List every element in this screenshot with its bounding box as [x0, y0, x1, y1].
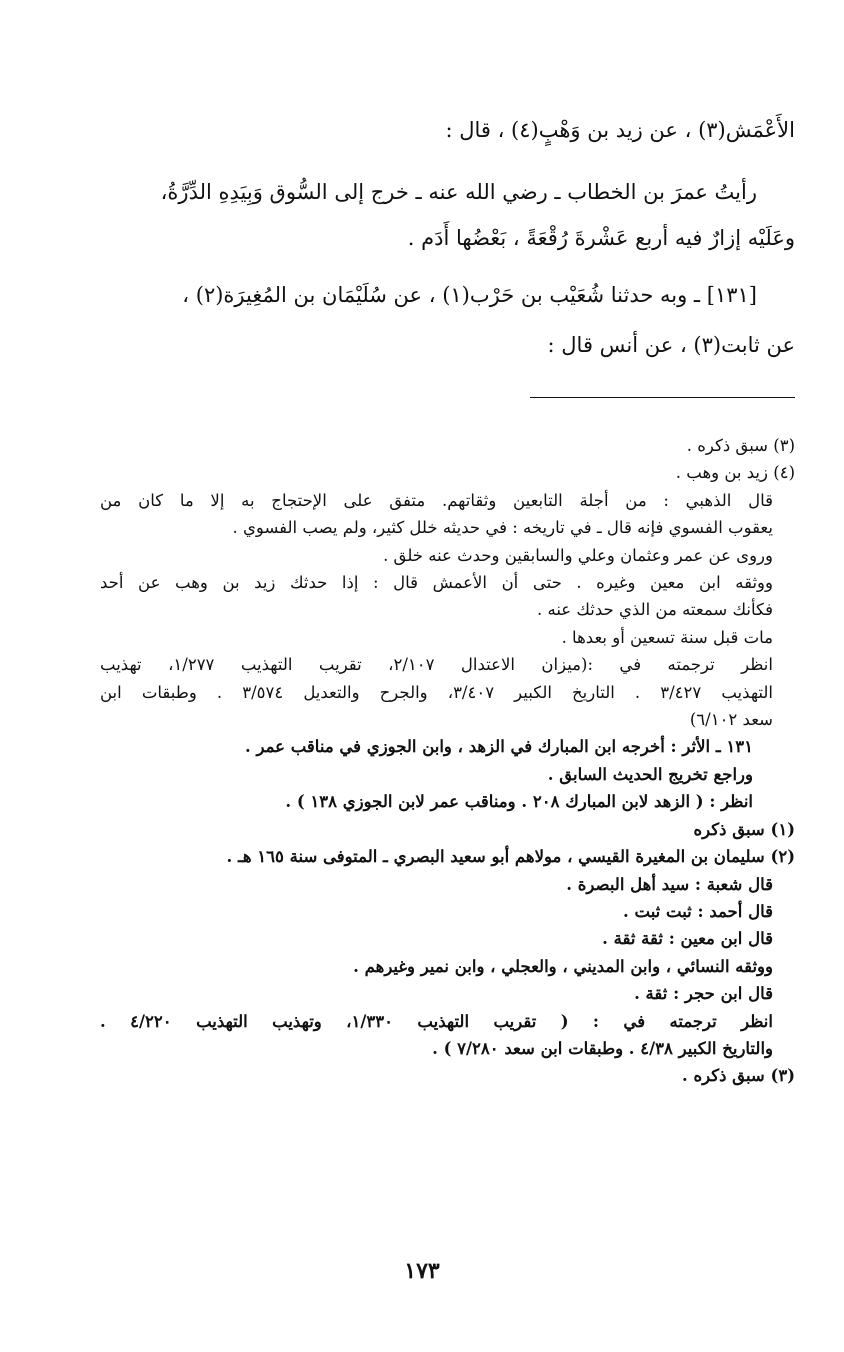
page-number: ١٧٣ — [404, 1258, 440, 1284]
footnote-line: انظر ترجمته في :(ميزان الاعتدال ٢/١٠٧، تقريب التهذيب ١/٢٧٧، تهذيب — [100, 655, 773, 675]
footnote-line: انظر ترجمته في : ( تقريب التهذيب ١/٣٣٠، وتهذيب التهذيب ٤/٢٢٠ . — [100, 1011, 773, 1031]
footnote-line: التهذيب ٣/٤٢٧ . التاريخ الكبير ٣/٤٠٧، والجرح والتعديل ٣/٥٧٤ . وطبقات ابن — [100, 682, 774, 702]
footnote-line: وروى عن عمر وعثمان وعلي والسابقين وحدث عنه خلق . — [383, 545, 773, 565]
footnote-line: مات قبل سنة تسعين أو بعدها . — [561, 627, 773, 647]
footnote-line: قال ابن معين : ثقة ثقة . — [602, 929, 773, 949]
footnote-separator — [530, 397, 795, 398]
footnote-line: يعقوب الفسوي فإنه قال ـ في تاريخه : في حديثه خلل كثير، ولم يصب الفسوي . — [232, 518, 773, 538]
main-line: عن ثابت(٣) ، عن أنس قال : — [547, 333, 795, 357]
footnote-line: ووثقه النسائي ، وابن المديني ، والعجلي ، وابن نمير وغيرهم . — [353, 956, 773, 976]
main-text — [105, 110, 795, 365]
footnote-line: قال أحمد : ثبت ثبت . — [623, 901, 773, 921]
footnote-line: قال ابن حجر : ثقة . — [634, 984, 773, 1004]
footnote-line: انظر : ( الزهد لابن المبارك ٢٠٨ . ومناقب عمر لابن الجوزي ١٣٨ ) . — [285, 792, 753, 812]
footnote-line: ١٣١ ـ الأثر : أخرجه ابن المبارك في الزهد ، وابن الجوزي في مناقب عمر . — [245, 737, 753, 757]
main-line: رأيتُ عمرَ بن الخطاب ـ رضي الله عنه ـ خرج إلى السُّوق وَبِيَدِهِ الدِّرَّةُ، — [160, 180, 757, 204]
footnote-line: قال شعبة : سيد أهل البصرة . — [566, 874, 773, 894]
footnote-line: وراجع تخريج الحديث السابق . — [547, 764, 753, 784]
footnote-line: فكأنك سمعته من الذي حدثك عنه . — [536, 600, 773, 620]
footnote-line: (٢) سليمان بن المغيرة القيسي ، مولاهم أبو سعيد البصري ـ المتوفى سنة ١٦٥ هـ . — [226, 847, 795, 867]
footnote-line: ووثقه ابن معين وغيره . حتى أن الأعمش قال : إذا حدثك زيد بن وهب عن أحد — [100, 573, 773, 593]
main-line: وعَلَيْه إزارٌ فيه أربع عَشْرةَ رُقْعَةً ، بَعْضُها أَدَم . — [407, 226, 795, 250]
footnote-line: سعد ٦/١٠٢) — [689, 710, 773, 730]
footnote-line: (١) سبق ذكره — [693, 819, 795, 839]
footnote-line: (٣) سبق ذكره . — [686, 436, 795, 455]
footnote-line: قال الذهبي : من أجلة التابعين وثقاتهم. متفق على الإحتجاج به إلا ما كان من — [100, 490, 773, 510]
footnote-line: (٤) زيد بن وهب . — [675, 463, 795, 483]
main-line: الأَعْمَش(٣) ، عن زيد بن وَهْبٍ(٤) ، قال : — [445, 118, 795, 142]
footnotes — [100, 432, 795, 1090]
main-line: [١٣١] ـ وبه حدثنا شُعَيْب بن حَرْب(١) ، عن سُلَيْمَان بن المُغِيرَة(٢) ، — [182, 283, 757, 307]
footnote-line: (٣) سبق ذكره . — [682, 1066, 795, 1086]
footnote-line: والتاريخ الكبير ٤/٣٨ . وطبقات ابن سعد ٧/٢٨٠ ) . — [432, 1038, 773, 1058]
